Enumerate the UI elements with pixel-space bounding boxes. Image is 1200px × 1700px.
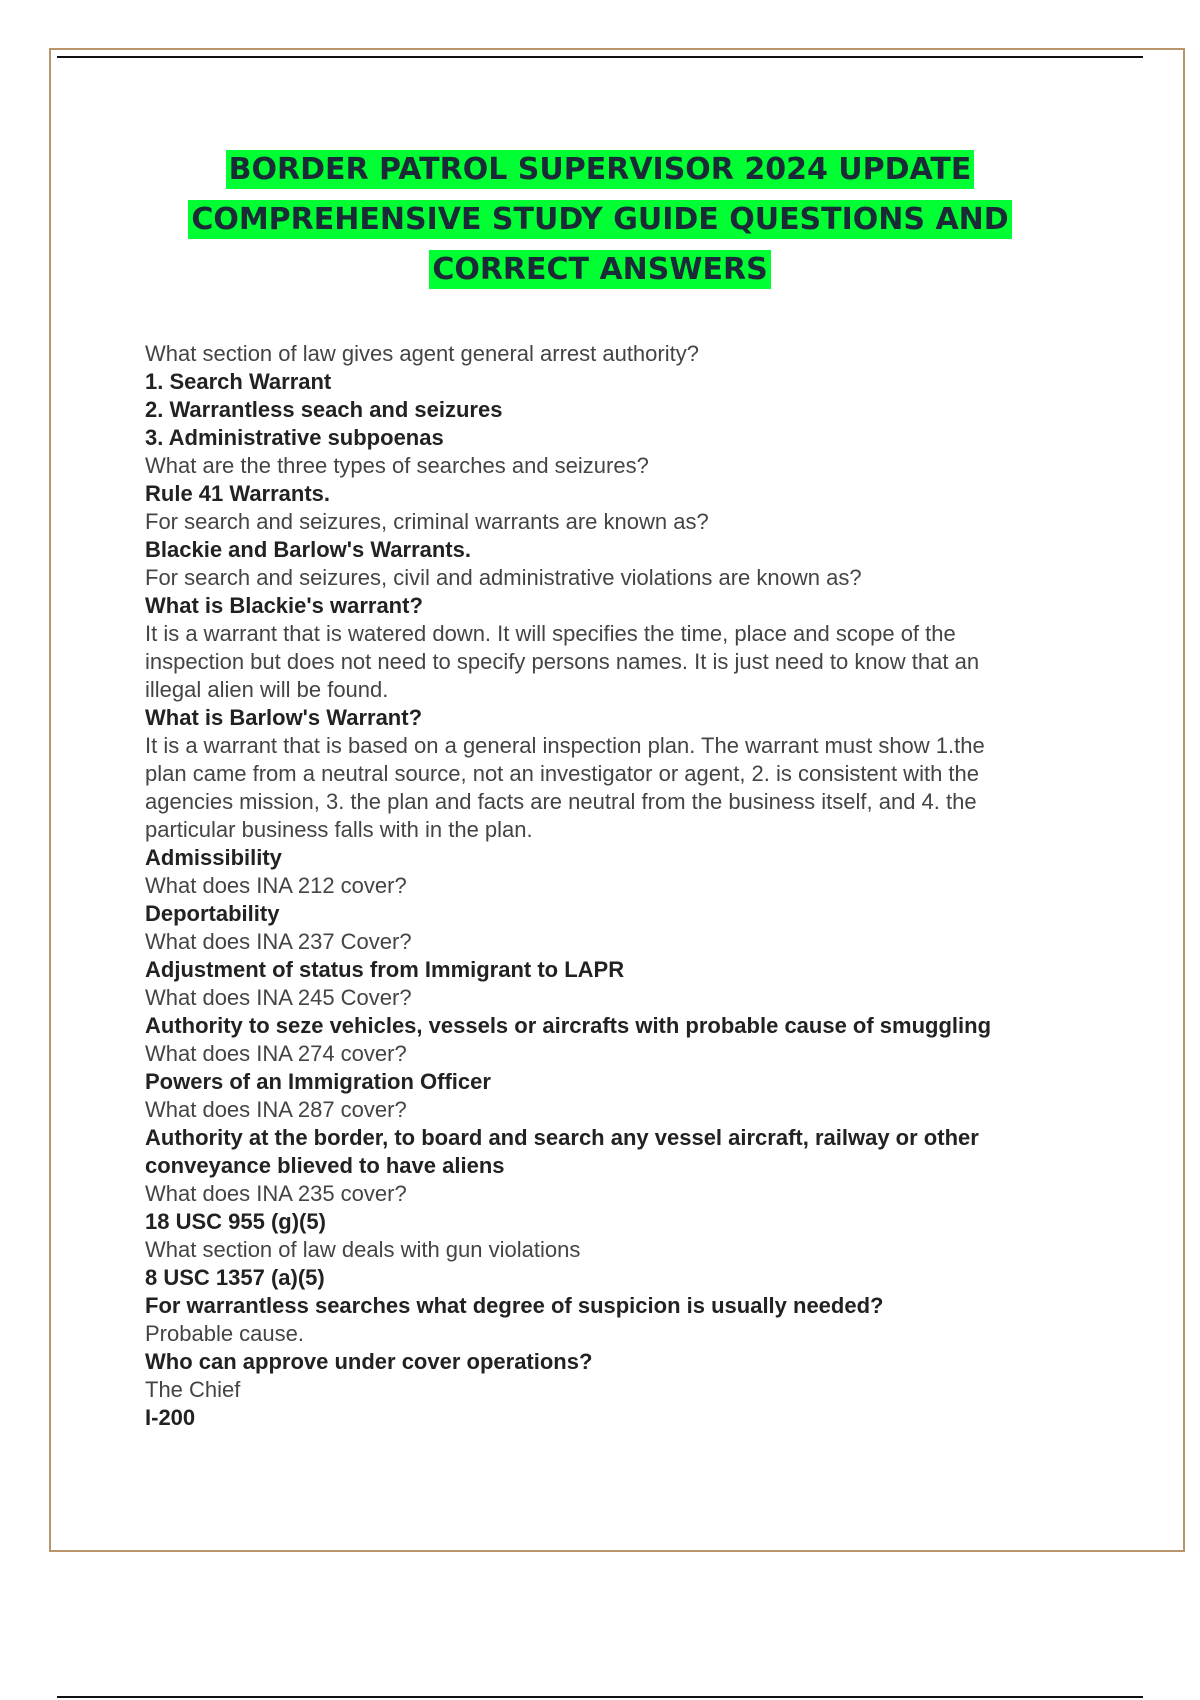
title-line [100, 145, 1100, 195]
question-line: plan came from a neutral source, not an investigator or agent, 2. is consistent with the [145, 761, 980, 786]
question-line: What section of law deals with gun violations [145, 1237, 581, 1262]
answer-line: Rule 41 Warrants. [145, 481, 331, 506]
answer-line: 8 USC 1357 (a)(5) [145, 1265, 325, 1290]
answer-line: I-200 [145, 1405, 196, 1430]
answer-line: 1. Search Warrant [145, 369, 332, 394]
title-line-text: CORRECT ANSWERS [429, 250, 770, 289]
answer-line: Blackie and Barlow's Warrants. [145, 537, 471, 562]
answer-line: Deportability [145, 901, 280, 926]
answer-line: Authority at the border, to board and search any vessel aircraft, railway or other [145, 1125, 979, 1150]
question-line: inspection but does not need to specify persons names. It is just need to know that an [145, 649, 980, 674]
question-line: What does INA 274 cover? [145, 1041, 407, 1066]
answer-line: What is Blackie's warrant? [145, 593, 423, 618]
answer-line: 3. Administrative subpoenas [145, 425, 444, 450]
question-line: For search and seizures, civil and administrative violations are known as? [145, 565, 862, 590]
answer-line: Who can approve under cover operations? [145, 1349, 593, 1374]
question-line: particular business falls with in the plan. [145, 817, 533, 842]
question-line: illegal alien will be found. [145, 677, 389, 702]
question-line: What does INA 245 Cover? [145, 985, 412, 1010]
title-line [100, 245, 1100, 295]
top-divider [57, 56, 1143, 58]
answer-line: Powers of an Immigration Officer [145, 1069, 491, 1094]
question-line: Probable cause. [145, 1321, 304, 1346]
answer-line: Adjustment of status from Immigrant to LAPR [145, 957, 625, 982]
answer-line: 18 USC 955 (g)(5) [145, 1209, 326, 1234]
title-line [100, 195, 1100, 245]
title-line-text: BORDER PATROL SUPERVISOR 2024 UPDATE [226, 150, 975, 189]
bottom-divider [57, 1696, 1143, 1698]
question-line: What does INA 287 cover? [145, 1097, 407, 1122]
question-line: What does INA 237 Cover? [145, 929, 412, 954]
question-line: It is a warrant that is watered down. It will specifies the time, place and scope of the [145, 621, 956, 646]
document-title [100, 145, 1100, 295]
question-line: For search and seizures, criminal warrants are known as? [145, 509, 709, 534]
study-guide-body [145, 340, 1095, 1432]
question-line: What does INA 212 cover? [145, 873, 407, 898]
answer-line: For warrantless searches what degree of suspicion is usually needed? [145, 1293, 884, 1318]
answer-line: 2. Warrantless seach and seizures [145, 397, 503, 422]
answer-line: Admissibility [145, 845, 282, 870]
question-line: What does INA 235 cover? [145, 1181, 407, 1206]
title-line-text: COMPREHENSIVE STUDY GUIDE QUESTIONS AND [188, 200, 1011, 239]
question-line: It is a warrant that is based on a general inspection plan. The warrant must show 1.the [145, 733, 985, 758]
question-line: agencies mission, 3. the plan and facts are neutral from the business itself, and 4. the [145, 789, 977, 814]
answer-line: Authority to seze vehicles, vessels or aircrafts with probable cause of smuggling [145, 1013, 992, 1038]
answer-line: What is Barlow's Warrant? [145, 705, 423, 730]
question-line: What section of law gives agent general arrest authority? [145, 341, 699, 366]
question-line: The Chief [145, 1377, 241, 1402]
question-line: What are the three types of searches and seizures? [145, 453, 649, 478]
answer-line: conveyance blieved to have aliens [145, 1153, 505, 1178]
